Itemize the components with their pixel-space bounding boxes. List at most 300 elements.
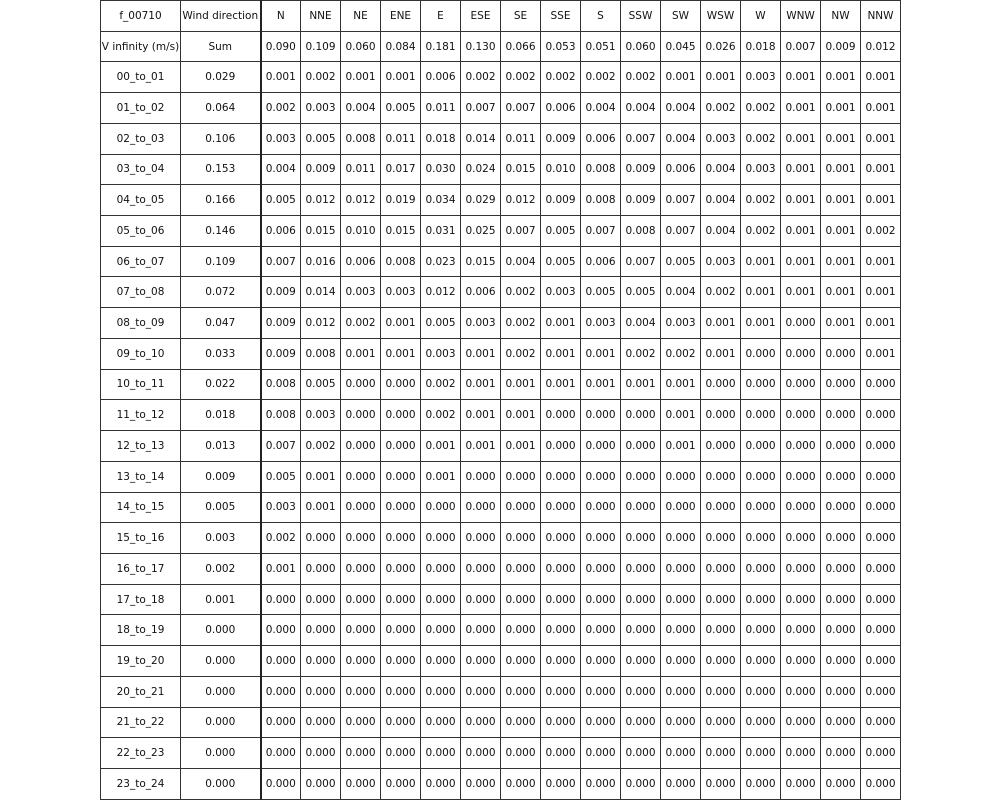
frequency-cell: 0.000 [461,461,501,492]
frequency-cell: 0.003 [461,308,501,339]
frequency-cell: 0.002 [301,62,341,93]
frequency-cell: 0.007 [261,431,301,462]
frequency-cell: 0.001 [341,338,381,369]
frequency-cell: 0.000 [541,676,581,707]
frequency-cell: 0.000 [381,615,421,646]
frequency-cell: 0.000 [701,553,741,584]
frequency-cell: 0.001 [421,461,461,492]
frequency-cell: 0.000 [821,338,861,369]
frequency-cell: 0.005 [421,308,461,339]
frequency-cell: 0.017 [381,154,421,185]
speed-bin-label: 21_to_22 [101,707,181,738]
frequency-cell: 0.011 [341,154,381,185]
frequency-cell: 0.012 [301,185,341,216]
frequency-cell: 0.000 [861,461,901,492]
frequency-cell: 0.007 [261,246,301,277]
frequency-cell: 0.002 [501,338,541,369]
frequency-cell: 0.000 [581,615,621,646]
frequency-cell: 0.000 [621,676,661,707]
frequency-cell: 0.000 [461,584,501,615]
frequency-cell: 0.000 [621,584,661,615]
frequency-cell: 0.004 [661,123,701,154]
frequency-cell: 0.009 [261,277,301,308]
frequency-cell: 0.000 [261,676,301,707]
frequency-cell: 0.004 [661,93,701,124]
frequency-cell: 0.002 [501,277,541,308]
frequency-cell: 0.000 [381,553,421,584]
frequency-cell: 0.000 [861,400,901,431]
frequency-cell: 0.000 [781,492,821,523]
frequency-cell: 0.015 [461,246,501,277]
frequency-cell: 0.000 [621,615,661,646]
frequency-cell: 0.000 [461,768,501,799]
frequency-cell: 0.000 [741,646,781,677]
frequency-cell: 0.000 [501,523,541,554]
frequency-cell: 0.000 [661,646,701,677]
frequency-cell: 0.001 [701,338,741,369]
sum-cell: 0.090 [261,31,301,62]
frequency-cell: 0.001 [301,492,341,523]
frequency-cell: 0.000 [661,523,701,554]
speed-bin-label: 22_to_23 [101,738,181,769]
frequency-cell: 0.000 [541,523,581,554]
frequency-cell: 0.000 [301,768,341,799]
sum-row-label: V infinity (m/s) [101,31,181,62]
frequency-cell: 0.007 [501,216,541,247]
frequency-cell: 0.000 [421,768,461,799]
frequency-cell: 0.002 [581,62,621,93]
speed-bin-label: 16_to_17 [101,553,181,584]
frequency-cell: 0.005 [301,369,341,400]
frequency-cell: 0.000 [421,553,461,584]
frequency-cell: 0.000 [381,768,421,799]
frequency-cell: 0.004 [661,277,701,308]
frequency-cell: 0.005 [381,93,421,124]
frequency-cell: 0.000 [301,676,341,707]
frequency-cell: 0.016 [301,246,341,277]
table-row [101,123,901,154]
speed-bin-sum: 0.064 [181,93,261,124]
speed-bin-sum: 0.001 [181,584,261,615]
frequency-cell: 0.000 [821,584,861,615]
direction-header-wnw: WNW [781,1,821,32]
frequency-cell: 0.019 [381,185,421,216]
frequency-cell: 0.001 [541,369,581,400]
frequency-cell: 0.000 [861,738,901,769]
frequency-cell: 0.002 [621,338,661,369]
frequency-cell: 0.001 [861,62,901,93]
direction-header-e: E [421,1,461,32]
frequency-cell: 0.000 [861,646,901,677]
frequency-cell: 0.000 [661,676,701,707]
frequency-cell: 0.002 [701,277,741,308]
speed-bin-label: 17_to_18 [101,584,181,615]
table-row [101,492,901,523]
frequency-cell: 0.000 [661,738,701,769]
speed-bin-sum: 0.000 [181,676,261,707]
frequency-cell: 0.007 [661,216,701,247]
frequency-cell: 0.006 [261,216,301,247]
frequency-cell: 0.000 [381,707,421,738]
frequency-cell: 0.008 [621,216,661,247]
sum-cell: 0.026 [701,31,741,62]
frequency-cell: 0.004 [261,154,301,185]
speed-bin-label: 08_to_09 [101,308,181,339]
frequency-cell: 0.018 [421,123,461,154]
table-row [101,707,901,738]
direction-header-nw: NW [821,1,861,32]
frequency-cell: 0.000 [421,646,461,677]
frequency-cell: 0.001 [741,277,781,308]
frequency-cell: 0.000 [381,492,421,523]
frequency-cell: 0.001 [781,93,821,124]
frequency-cell: 0.000 [541,431,581,462]
frequency-cell: 0.000 [741,707,781,738]
frequency-cell: 0.002 [261,93,301,124]
frequency-cell: 0.001 [821,123,861,154]
frequency-cell: 0.000 [701,400,741,431]
speed-bin-label: 19_to_20 [101,646,181,677]
frequency-cell: 0.015 [381,216,421,247]
frequency-cell: 0.007 [501,93,541,124]
frequency-cell: 0.000 [341,646,381,677]
frequency-cell: 0.000 [861,676,901,707]
frequency-cell: 0.000 [781,400,821,431]
frequency-cell: 0.001 [861,338,901,369]
frequency-cell: 0.000 [701,738,741,769]
frequency-cell: 0.000 [741,400,781,431]
table-row [101,461,901,492]
frequency-cell: 0.000 [781,553,821,584]
frequency-cell: 0.000 [821,707,861,738]
speed-bin-label: 18_to_19 [101,615,181,646]
frequency-cell: 0.003 [661,308,701,339]
frequency-cell: 0.000 [821,523,861,554]
sum-cell: 0.060 [341,31,381,62]
frequency-cell: 0.008 [261,400,301,431]
frequency-cell: 0.000 [661,461,701,492]
frequency-cell: 0.000 [581,768,621,799]
frequency-cell: 0.000 [341,369,381,400]
frequency-cell: 0.009 [301,154,341,185]
frequency-cell: 0.001 [261,553,301,584]
frequency-cell: 0.000 [501,707,541,738]
frequency-cell: 0.003 [261,123,301,154]
frequency-cell: 0.001 [861,246,901,277]
frequency-cell: 0.009 [541,185,581,216]
speed-bin-label: 10_to_11 [101,369,181,400]
frequency-cell: 0.000 [621,431,661,462]
table-row [101,369,901,400]
frequency-cell: 0.001 [781,123,821,154]
frequency-cell: 0.001 [341,62,381,93]
frequency-cell: 0.000 [581,584,621,615]
direction-header-s: S [581,1,621,32]
speed-bin-sum: 0.005 [181,492,261,523]
frequency-cell: 0.002 [501,62,541,93]
frequency-cell: 0.005 [301,123,341,154]
sum-cell: 0.109 [301,31,341,62]
frequency-cell: 0.000 [301,707,341,738]
frequency-cell: 0.006 [541,93,581,124]
frequency-cell: 0.000 [421,492,461,523]
frequency-cell: 0.000 [541,553,581,584]
frequency-cell: 0.000 [381,646,421,677]
frequency-cell: 0.000 [701,523,741,554]
speed-bin-label: 13_to_14 [101,461,181,492]
frequency-cell: 0.000 [501,768,541,799]
speed-bin-sum: 0.000 [181,738,261,769]
frequency-cell: 0.009 [261,338,301,369]
frequency-cell: 0.015 [501,154,541,185]
frequency-cell: 0.000 [541,615,581,646]
frequency-cell: 0.000 [621,738,661,769]
frequency-cell: 0.000 [301,584,341,615]
frequency-cell: 0.002 [501,308,541,339]
frequency-cell: 0.004 [581,93,621,124]
frequency-cell: 0.000 [661,707,701,738]
speed-bin-label: 14_to_15 [101,492,181,523]
frequency-cell: 0.000 [781,738,821,769]
table-row [101,553,901,584]
speed-bin-sum: 0.002 [181,553,261,584]
frequency-cell: 0.003 [701,246,741,277]
frequency-cell: 0.000 [781,768,821,799]
frequency-cell: 0.000 [861,431,901,462]
frequency-cell: 0.000 [261,584,301,615]
speed-bin-sum: 0.018 [181,400,261,431]
table-row [101,93,901,124]
frequency-cell: 0.000 [781,707,821,738]
frequency-cell: 0.001 [501,369,541,400]
frequency-cell: 0.000 [781,461,821,492]
frequency-cell: 0.025 [461,216,501,247]
frequency-cell: 0.001 [781,62,821,93]
table-row [101,216,901,247]
frequency-cell: 0.001 [661,400,701,431]
frequency-cell: 0.000 [781,584,821,615]
frequency-cell: 0.007 [621,123,661,154]
frequency-cell: 0.001 [821,93,861,124]
frequency-cell: 0.000 [341,400,381,431]
frequency-cell: 0.008 [381,246,421,277]
direction-header-sse: SSE [541,1,581,32]
sum-row [101,31,901,62]
frequency-cell: 0.000 [821,738,861,769]
sum-cell: 0.051 [581,31,621,62]
table-row [101,646,901,677]
frequency-cell: 0.001 [861,154,901,185]
frequency-cell: 0.001 [861,185,901,216]
frequency-cell: 0.001 [541,338,581,369]
frequency-cell: 0.000 [861,768,901,799]
frequency-cell: 0.000 [421,523,461,554]
frequency-cell: 0.001 [501,400,541,431]
speed-bin-label: 00_to_01 [101,62,181,93]
frequency-cell: 0.000 [741,492,781,523]
frequency-cell: 0.000 [261,768,301,799]
table-row [101,308,901,339]
frequency-cell: 0.002 [301,431,341,462]
frequency-cell: 0.000 [381,523,421,554]
frequency-cell: 0.000 [341,584,381,615]
speed-bin-sum: 0.153 [181,154,261,185]
frequency-cell: 0.001 [741,246,781,277]
frequency-cell: 0.000 [501,646,541,677]
frequency-cell: 0.000 [461,646,501,677]
frequency-cell: 0.015 [301,216,341,247]
frequency-cell: 0.007 [621,246,661,277]
frequency-cell: 0.000 [381,676,421,707]
frequency-cell: 0.002 [421,369,461,400]
frequency-cell: 0.001 [661,62,701,93]
frequency-cell: 0.000 [701,369,741,400]
speed-bin-label: 06_to_07 [101,246,181,277]
frequency-cell: 0.012 [421,277,461,308]
frequency-cell: 0.006 [661,154,701,185]
frequency-cell: 0.000 [581,461,621,492]
frequency-cell: 0.000 [821,676,861,707]
frequency-cell: 0.003 [301,93,341,124]
sum-cell: 0.084 [381,31,421,62]
frequency-cell: 0.000 [421,676,461,707]
frequency-cell: 0.002 [461,62,501,93]
frequency-cell: 0.002 [741,185,781,216]
frequency-cell: 0.000 [861,523,901,554]
frequency-cell: 0.000 [741,676,781,707]
frequency-cell: 0.008 [581,185,621,216]
frequency-cell: 0.000 [421,738,461,769]
frequency-cell: 0.001 [821,216,861,247]
frequency-cell: 0.000 [461,707,501,738]
frequency-cell: 0.001 [381,308,421,339]
frequency-cell: 0.000 [261,707,301,738]
frequency-cell: 0.014 [461,123,501,154]
speed-bin-sum: 0.000 [181,768,261,799]
frequency-cell: 0.000 [501,584,541,615]
sum-cell: 0.045 [661,31,701,62]
frequency-cell: 0.000 [661,584,701,615]
frequency-cell: 0.003 [421,338,461,369]
frequency-cell: 0.000 [741,615,781,646]
frequency-cell: 0.000 [621,646,661,677]
frequency-cell: 0.001 [581,369,621,400]
frequency-cell: 0.000 [501,738,541,769]
frequency-cell: 0.000 [821,553,861,584]
frequency-cell: 0.000 [381,461,421,492]
frequency-cell: 0.009 [541,123,581,154]
wind-frequency-table [100,0,901,800]
speed-bin-label: 01_to_02 [101,93,181,124]
frequency-cell: 0.003 [381,277,421,308]
frequency-cell: 0.009 [621,185,661,216]
frequency-cell: 0.000 [341,707,381,738]
sum-cell: 0.053 [541,31,581,62]
frequency-cell: 0.001 [301,461,341,492]
sum-cell: 0.018 [741,31,781,62]
header-row [101,1,901,32]
speed-bin-label: 20_to_21 [101,676,181,707]
frequency-cell: 0.000 [421,615,461,646]
frequency-cell: 0.000 [621,768,661,799]
frequency-cell: 0.002 [661,338,701,369]
frequency-cell: 0.001 [701,62,741,93]
frequency-cell: 0.001 [461,431,501,462]
frequency-cell: 0.000 [781,431,821,462]
frequency-cell: 0.000 [461,738,501,769]
frequency-cell: 0.000 [581,492,621,523]
frequency-cell: 0.006 [341,246,381,277]
frequency-cell: 0.005 [661,246,701,277]
sum-cell: 0.009 [821,31,861,62]
frequency-cell: 0.002 [741,123,781,154]
frequency-cell: 0.011 [381,123,421,154]
frequency-cell: 0.000 [341,523,381,554]
direction-header-ne: NE [341,1,381,32]
frequency-cell: 0.001 [381,62,421,93]
table-row [101,338,901,369]
frequency-cell: 0.001 [781,246,821,277]
frequency-cell: 0.009 [621,154,661,185]
frequency-cell: 0.000 [861,369,901,400]
frequency-cell: 0.000 [541,646,581,677]
speed-bin-sum: 0.033 [181,338,261,369]
frequency-cell: 0.000 [781,615,821,646]
frequency-cell: 0.000 [341,492,381,523]
frequency-cell: 0.005 [621,277,661,308]
frequency-cell: 0.023 [421,246,461,277]
frequency-cell: 0.000 [301,615,341,646]
speed-bin-label: 04_to_05 [101,185,181,216]
speed-bin-label: 11_to_12 [101,400,181,431]
speed-bin-sum: 0.166 [181,185,261,216]
frequency-cell: 0.000 [341,431,381,462]
speed-bin-label: 09_to_10 [101,338,181,369]
frequency-cell: 0.000 [781,338,821,369]
frequency-cell: 0.000 [341,738,381,769]
sum-cell: 0.066 [501,31,541,62]
frequency-cell: 0.000 [661,768,701,799]
frequency-cell: 0.007 [661,185,701,216]
table-row [101,738,901,769]
frequency-cell: 0.002 [861,216,901,247]
frequency-cell: 0.000 [701,646,741,677]
frequency-cell: 0.001 [461,369,501,400]
frequency-cell: 0.000 [421,584,461,615]
frequency-cell: 0.000 [381,400,421,431]
frequency-cell: 0.000 [701,707,741,738]
frequency-cell: 0.001 [821,62,861,93]
frequency-cell: 0.002 [541,62,581,93]
frequency-cell: 0.001 [781,216,821,247]
table-row [101,676,901,707]
frequency-cell: 0.000 [741,369,781,400]
frequency-cell: 0.006 [581,123,621,154]
frequency-cell: 0.000 [381,431,421,462]
frequency-cell: 0.000 [301,523,341,554]
frequency-cell: 0.000 [701,676,741,707]
frequency-cell: 0.002 [741,93,781,124]
frequency-cell: 0.001 [461,338,501,369]
table-row [101,768,901,799]
frequency-cell: 0.004 [501,246,541,277]
frequency-cell: 0.004 [621,308,661,339]
frequency-cell: 0.009 [261,308,301,339]
frequency-cell: 0.001 [661,431,701,462]
frequency-cell: 0.001 [461,400,501,431]
frequency-cell: 0.000 [821,400,861,431]
frequency-cell: 0.000 [541,400,581,431]
